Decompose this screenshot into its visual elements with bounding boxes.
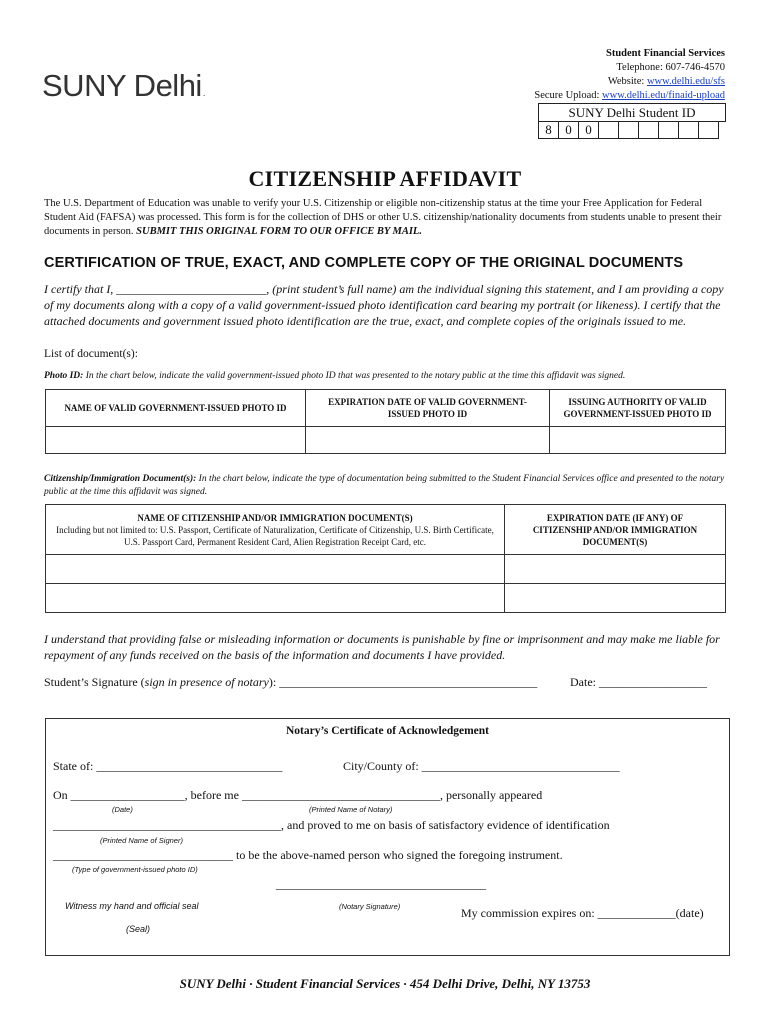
signature-date-field[interactable]: Date: __________________: [570, 675, 707, 689]
notary-state-field[interactable]: State of: _______________________________: [53, 759, 283, 773]
citizenship-expiration-header: EXPIRATION DATE (IF ANY) OF CITIZENSHIP AND/OR IMMIGRATION DOCUMENT(S): [505, 505, 726, 555]
intro-paragraph: [44, 197, 728, 239]
citizenship-doc-subtitle: Including but not limited to: U.S. Passport, Certificate of Naturalization, Certificate of Citizenship, U.S. Birth Certificate, U.S. Passport Card, Permanent Resident Card, Alien Registration Receipt Card, etc.: [56, 524, 494, 547]
signature-hint: sign in presence of notary: [144, 675, 269, 689]
table-row: [46, 427, 726, 454]
notary-named-line[interactable]: ______________________________ to be the above-named person who signed the foregoing instrument.: [53, 848, 563, 862]
photo-id-authority-cell[interactable]: [550, 427, 726, 454]
citizenship-table: [45, 504, 726, 613]
citizenship-expiration-cell[interactable]: [505, 584, 726, 613]
website-link[interactable]: www.delhi.edu/sfs: [646, 76, 725, 87]
certification-heading: CERTIFICATION OF TRUE, EXACT, AND COMPLETE COPY OF THE ORIGINAL DOCUMENTS: [44, 255, 684, 271]
signature-label: Student’s Signature (: [44, 675, 145, 689]
id-type-hint: (Type of government-issued photo ID): [72, 865, 198, 874]
citizenship-doc-header: [46, 505, 505, 555]
page-title: CITIZENSHIP AFFIDAVIT: [248, 166, 522, 191]
suny-delhi-logo: [42, 68, 205, 104]
student-id-digit[interactable]: 8: [539, 122, 559, 139]
notary-certificate-box: [45, 718, 730, 956]
citizenship-expiration-cell[interactable]: [505, 555, 726, 584]
upload-label: Secure Upload:: [534, 90, 603, 101]
student-id-cells: [538, 122, 726, 139]
notary-proved-line[interactable]: ______________________________________, and proved to me on basis of satisfactory evidence of identification: [53, 818, 610, 832]
page-footer: SUNY Delhi · Student Financial Services · 454 Delhi Drive, Delhi, NY 13753: [179, 976, 591, 991]
student-id-digit[interactable]: [679, 122, 699, 139]
telephone: Telephone: 607-746-4570: [616, 62, 725, 73]
intro-text: The U.S. Department of Education was unable to verify your U.S. Citizenship or eligible non-citizenship status at the time your Free Application for Federal Student Aid (FAFSA) was processed. This form is for the collection of DHS or other U.S. citizenship/nationality documents from students unable to present their documents in person.: [44, 198, 722, 237]
notary-signature-blank[interactable]: ___________________________________: [276, 877, 486, 891]
notary-title: Notary’s Certificate of Acknowledgement: [285, 725, 489, 737]
commission-expiry-field[interactable]: My commission expires on: _____________(date): [461, 906, 704, 920]
document-list-label: List of document(s):: [44, 348, 138, 360]
student-id-box: [538, 103, 726, 139]
witness-text: Witness my hand and official seal: [65, 901, 199, 911]
citizenship-note: [44, 473, 728, 499]
notary-name-hint: (Printed Name of Notary): [309, 805, 393, 814]
signature-blank: ): ___________________________________________: [268, 675, 538, 689]
logo-text: SUNY Delhi: [42, 68, 202, 103]
student-id-digit[interactable]: [619, 122, 639, 139]
logo-dot: .: [202, 88, 205, 98]
intro-emphasis: SUBMIT THIS ORIGINAL FORM TO OUR OFFICE BY MAIL.: [136, 226, 422, 237]
photo-id-label: Photo ID:: [44, 371, 84, 381]
table-header-row: [46, 505, 726, 555]
photo-id-expiration-header: EXPIRATION DATE OF VALID GOVERNMENT-ISSUED PHOTO ID: [306, 390, 550, 427]
student-id-digit[interactable]: [659, 122, 679, 139]
citizenship-label: Citizenship/Immigration Document(s):: [44, 474, 197, 484]
student-signature-line[interactable]: [44, 675, 537, 690]
photo-id-expiration-cell[interactable]: [306, 427, 550, 454]
student-id-digit[interactable]: 0: [579, 122, 599, 139]
student-id-digit[interactable]: [699, 122, 719, 139]
notary-county-field[interactable]: City/County of: _________________________________: [343, 759, 620, 773]
citizenship-doc-title: NAME OF CITIZENSHIP AND/OR IMMIGRATION DOCUMENT(S): [137, 512, 413, 523]
upload-line: [534, 89, 725, 103]
table-row: [46, 555, 726, 584]
website-label: Website:: [607, 76, 647, 87]
student-id-digit[interactable]: [639, 122, 659, 139]
table-header-row: [46, 390, 726, 427]
student-id-digit[interactable]: [599, 122, 619, 139]
notary-signature-hint: (Notary Signature): [339, 902, 401, 911]
notary-on-line[interactable]: On ___________________, before me _________________________________, personally appeared: [53, 788, 543, 802]
citizenship-doc-cell[interactable]: [46, 584, 505, 613]
certification-text: I certify that I, _________________________, (print student’s full name) am the individual signing this statement, and I am providing a copy of my documents along with a copy of a valid government-issued photo identification card bearing my portrait (or likeness). I certify that the attached documents and government issued photo identification are the true, exact, and complete copies of the originals issued to me.: [44, 282, 724, 328]
student-id-title: SUNY Delhi Student ID: [538, 103, 726, 122]
seal-label: (Seal): [126, 924, 151, 934]
photo-id-note: [44, 371, 625, 381]
student-id-digit[interactable]: 0: [559, 122, 579, 139]
contact-block: [534, 47, 725, 103]
upload-link[interactable]: www.delhi.edu/finaid-upload: [602, 90, 725, 101]
date-hint: (Date): [112, 805, 133, 814]
citizenship-note-text: In the chart below, indicate the type of documentation being submitted to the Student Financial Services office and presented to the notary public at the time this affidavit was signed.: [44, 474, 725, 497]
photo-id-note-text: In the chart below, indicate the valid government-issued photo ID that was presented to the notary public at the time this affidavit was signed.: [83, 371, 626, 381]
table-row: [46, 584, 726, 613]
signer-name-hint: (Printed Name of Signer): [100, 836, 183, 845]
understand-statement: I understand that providing false or misleading information or documents is punishable by fine or imprisonment and may make me liable for repayment of any funds received on the basis of the information and documents I have provided.: [44, 632, 720, 662]
photo-id-name-cell[interactable]: [46, 427, 306, 454]
citizenship-doc-cell[interactable]: [46, 555, 505, 584]
photo-id-authority-header: ISSUING AUTHORITY OF VALID GOVERNMENT-ISSUED PHOTO ID: [550, 390, 726, 427]
photo-id-table: [45, 389, 726, 454]
photo-id-name-header: NAME OF VALID GOVERNMENT-ISSUED PHOTO ID: [46, 390, 306, 427]
office-name: Student Financial Services: [605, 48, 725, 59]
website-line: [534, 75, 725, 89]
